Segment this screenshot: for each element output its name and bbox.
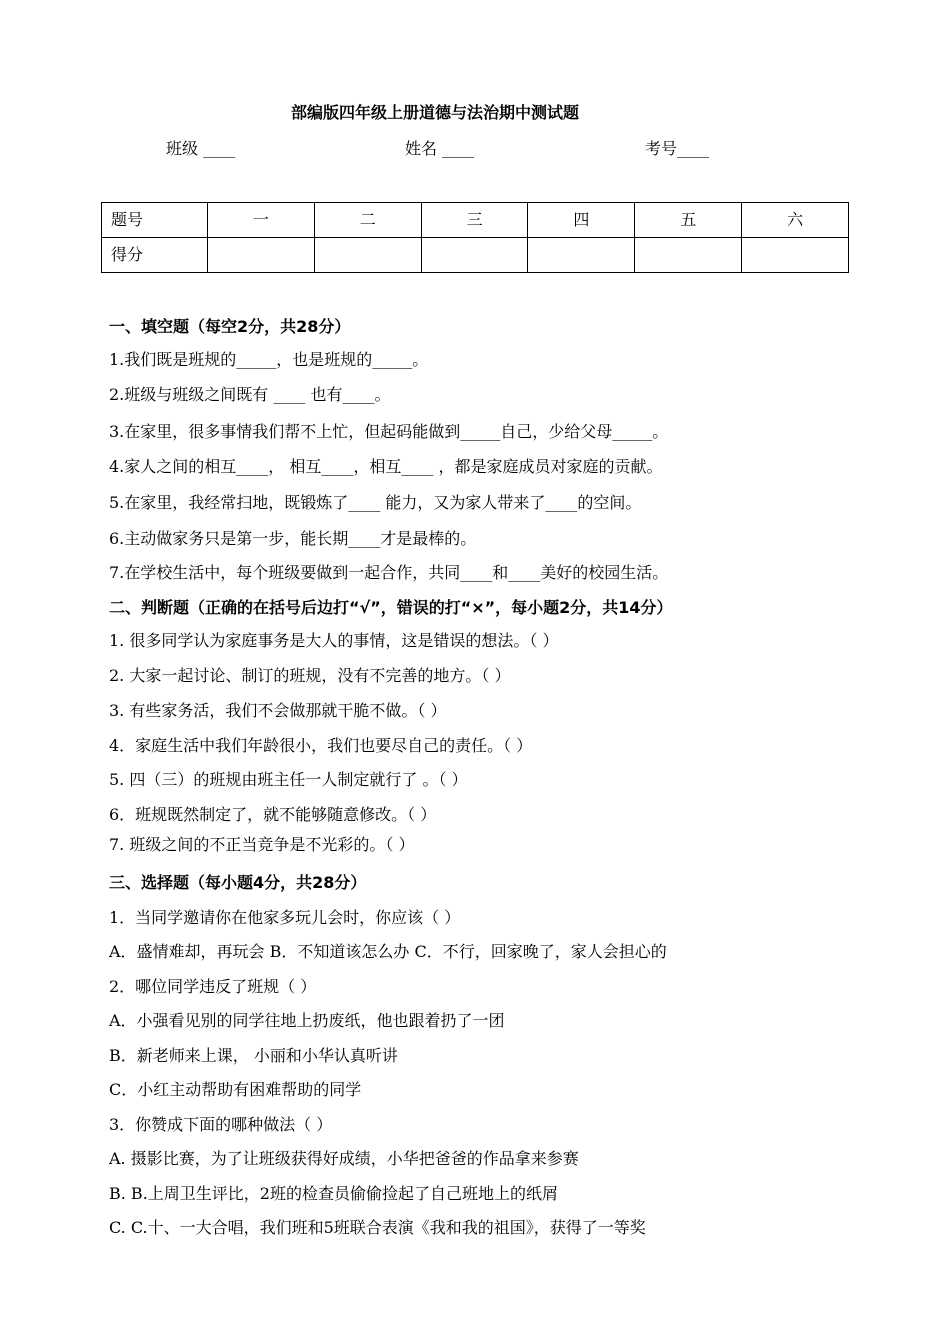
question-item: 1．当同学邀请你在他家多玩儿会时，你应该（ ） [109, 908, 461, 927]
class-field: 班级 ____ [166, 139, 236, 158]
score-cell [528, 238, 635, 273]
score-cell [421, 238, 528, 273]
question-item: 5.在家里，我经常扫地，既锻炼了____ 能力，又为家人带来了____的空间。 [109, 493, 642, 512]
question-item: 6.主动做家务只是第一步，能长期____才是最棒的。 [109, 529, 477, 548]
table-header-cell: 三 [421, 203, 528, 238]
option-item: A．小强看见别的同学往地上扔废纸，他也跟着扔了一团 [109, 1011, 505, 1030]
question-item: 3．你赞成下面的哪种做法（ ） [109, 1115, 333, 1134]
number-field: 考号____ [645, 139, 710, 158]
score-cell [208, 238, 315, 273]
question-item: 2．哪位同学违反了班规（ ） [109, 977, 317, 996]
table-row-label: 得分 [102, 238, 208, 273]
table-header-cell: 题号 [102, 203, 208, 238]
option-item: B. B.上周卫生评比，2班的检查员偷偷捡起了自己班地上的纸屑 [109, 1184, 558, 1203]
question-item: 1. 很多同学认为家庭事务是大人的事情，这是错误的想法。（ ） [109, 631, 559, 650]
question-item: 3.在家里，很多事情我们帮不上忙，但起码能做到_____自己，少给父母_____。 [109, 422, 669, 441]
question-item: 5. 四（三）的班规由班主任一人制定就行了 。（ ） [109, 770, 468, 789]
question-item: 3. 有些家务活，我们不会做那就干脆不做。（ ） [109, 701, 447, 720]
option-item: C．小红主动帮助有困难帮助的同学 [109, 1080, 362, 1099]
question-item: 7.在学校生活中，每个班级要做到一起合作，共同____和____美好的校园生活。 [109, 563, 669, 582]
table-header-cell: 一 [208, 203, 315, 238]
score-table-score-row [102, 238, 849, 273]
score-cell [742, 238, 849, 273]
question-item: 7. 班级之间的不正当竞争是不光彩的。（ ） [109, 835, 415, 854]
question-item: 4.家人之间的相互____， 相互____，相互____ ，都是家庭成员对家庭的贡献。 [109, 457, 663, 476]
table-header-cell: 六 [742, 203, 849, 238]
question-item: 4．家庭生活中我们年龄很小，我们也要尽自己的责任。（ ） [109, 736, 533, 755]
section-heading: 三、选择题（每小题4分，共28分） [109, 873, 367, 892]
question-item: 1.我们既是班规的_____，也是班规的_____。 [109, 350, 429, 369]
table-header-cell: 五 [635, 203, 742, 238]
option-item: A. 摄影比赛，为了让班级获得好成绩，小华把爸爸的作品拿来参赛 [109, 1149, 579, 1168]
question-item: 2. 大家一起讨论、制订的班规，没有不完善的地方。（ ） [109, 666, 511, 685]
question-item: 2.班级与班级之间既有 ____ 也有____。 [109, 385, 391, 404]
table-header-cell: 二 [314, 203, 421, 238]
name-field: 姓名 ____ [405, 139, 475, 158]
score-table-header-row [102, 203, 849, 238]
score-table [101, 202, 849, 273]
option-item: B．新老师来上课， 小丽和小华认真听讲 [109, 1046, 398, 1065]
section-heading: 二、判断题（正确的在括号后边打“√”，错误的打“×”，每小题2分，共14分） [109, 598, 673, 617]
option-item: C. C.十、一大合唱，我们班和5班联合表演《我和我的祖国》，获得了一等奖 [109, 1218, 646, 1237]
question-item: 6．班规既然制定了，就不能够随意修改。（ ） [109, 805, 437, 824]
page-title: 部编版四年级上册道德与法治期中测试题 [290, 103, 579, 122]
section-heading: 一、填空题（每空2分，共28分） [109, 317, 351, 336]
score-cell [314, 238, 421, 273]
score-cell [635, 238, 742, 273]
option-item: A．盛情难却，再玩会 B．不知道该怎么办 C．不行，回家晚了，家人会担心的 [109, 942, 667, 961]
table-header-cell: 四 [528, 203, 635, 238]
